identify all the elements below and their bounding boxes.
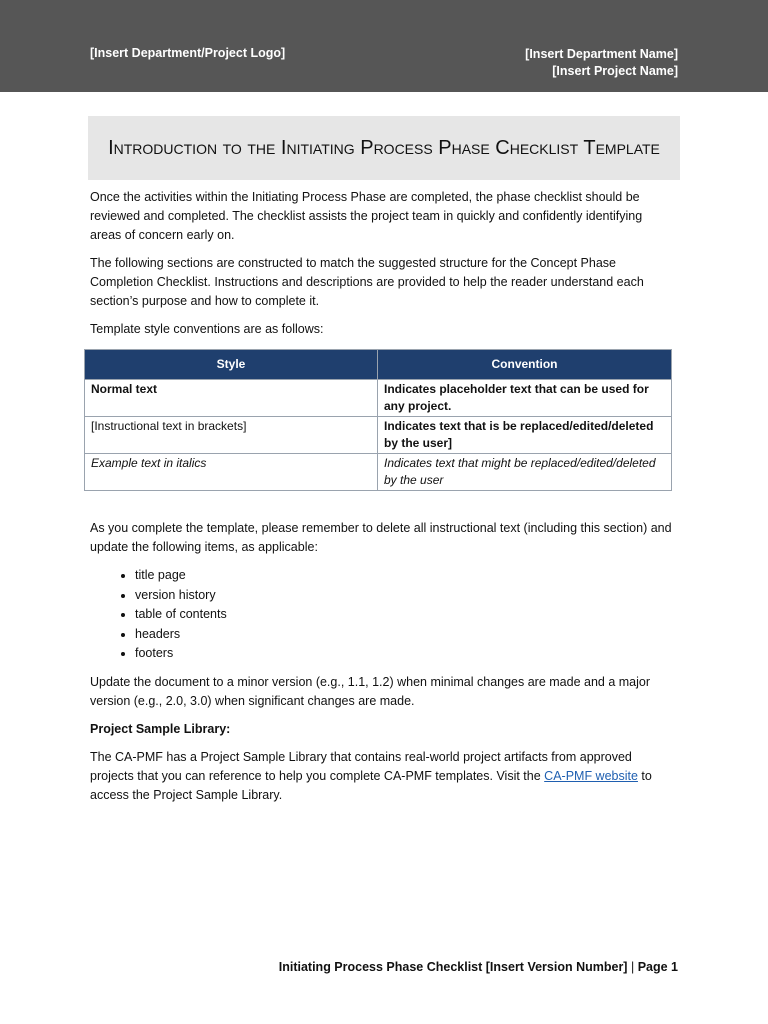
conventions-intro: Template style conventions are as follows: [90,322,324,336]
title-box [88,116,680,180]
logo-placeholder: [Insert Department/Project Logo] [90,46,286,60]
intro-paragraph-2: The following sections are constructed to match the suggested structure for the Concept Phase Completion Checklist. Instructions and descriptions are provided to help the reader understand each section’s purpose and how to complete it. [90,256,644,308]
library-text-before-link: The CA-PMF has a Project Sample Library that contains real-world project artifacts from approved projects that you can reference to help you complete CA-PMF templates. Visit the [90,749,632,783]
table-cell-style: Example text in italics [85,454,378,491]
table-cell-style: Normal text [85,380,378,417]
ca-pmf-website-link[interactable]: CA-PMF website [544,768,638,783]
style-conventions-table [84,349,672,491]
list-item: • title page [135,566,674,586]
footer-doc-title: Initiating Process Phase Checklist [Insert Version Number] [278,960,628,974]
update-instructions: As you complete the template, please remember to delete all instructional text (including this section) and update the following items, as applicable: [90,521,672,554]
intro-paragraph-1: Once the activities within the Initiating Process Phase are completed, the phase checklist should be reviewed and completed. The checklist assists the project team in quickly and confidently identifying areas of concern early on. [90,190,643,242]
table-header-row [85,350,672,380]
library-paragraph [90,748,674,805]
table-cell-convention: Indicates text that might be replaced/edited/deleted by the user [378,454,672,491]
table-row [85,380,672,417]
table-cell-style: [Instructional text in brackets] [85,417,378,454]
page-title: Introduction to the Initiating Process Phase Checklist Template [108,136,660,159]
footer-separator: | [630,960,635,974]
table-cell-convention: Indicates placeholder text that can be used for any project. [378,380,672,417]
list-item: • table of contents [135,605,674,625]
table-cell-convention: Indicates text that is be replaced/edited/deleted by the user] [378,417,672,454]
header-right-block [525,46,678,80]
footer-page-number: Page 1 [637,960,678,974]
document-body [90,188,674,814]
table-header-convention: Convention [378,350,672,380]
list-item: • version history [135,586,674,606]
page-footer [279,960,678,974]
list-item: • headers [135,625,674,645]
library-text-after-link: to access the Project Sample Library. [90,768,652,802]
update-items-list [90,566,674,664]
project-name: [Insert Project Name] [552,64,678,78]
list-item: • footers [135,644,674,664]
table-header-style: Style [85,350,378,380]
department-name: [Insert Department Name] [525,47,678,61]
table-row [85,454,672,491]
library-heading: Project Sample Library: [90,721,231,736]
versioning-paragraph: Update the document to a minor version (e.g., 1.1, 1.2) when minimal changes are made and a major version (e.g., 2.0, 3.0) when significant changes are made. [90,674,651,708]
page-header-band [0,0,768,92]
table-row [85,417,672,454]
